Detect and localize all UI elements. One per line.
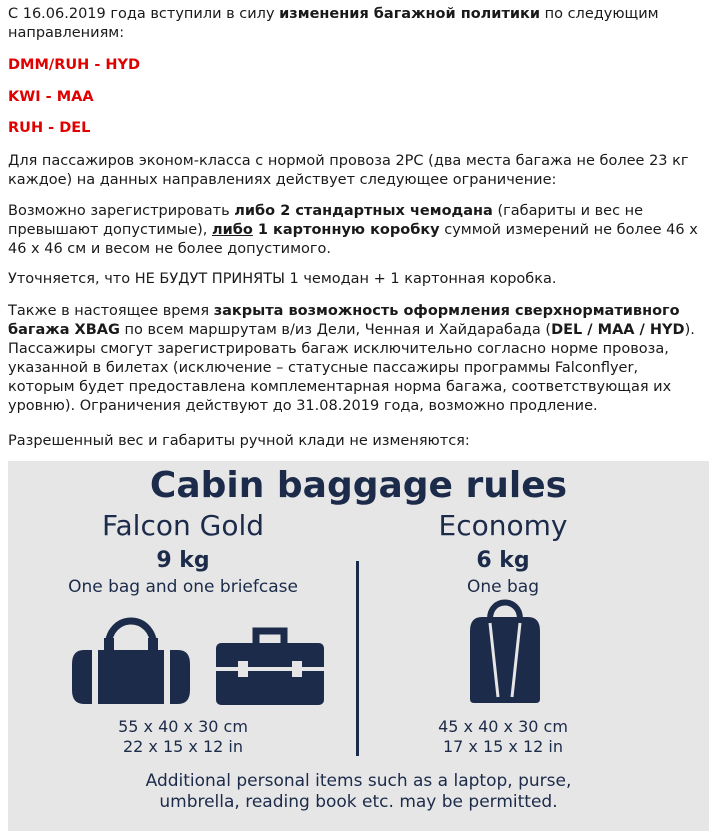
route-2: KWI - MAA: [8, 89, 94, 105]
xbag-paragraph: [8, 302, 708, 416]
xbag-text-2: по всем маршрутам в/из Дели, Ченная и Хайдарабада (: [119, 322, 552, 338]
hand-luggage-paragraph: Разрешенный вес и габариты ручной клади не изменяются:: [8, 433, 470, 449]
economy-name: Economy: [438, 509, 568, 542]
xbag-text-1: Также в настоящее время: [8, 303, 214, 319]
intro-bold: изменения багажной политики: [279, 6, 541, 22]
economy-weight: 6 kg: [476, 548, 530, 573]
route-1: DMM/RUH - HYD: [8, 57, 141, 73]
gold-name: Falcon Gold: [101, 509, 265, 542]
gold-dimensions-in: 22 x 15 x 12 in: [122, 737, 244, 756]
economy-desc: One bag: [466, 577, 540, 597]
xbag-text-3: ). Пассажиры смогут зарегистрировать багаж исключительно согласно норме провоза, указанной в билетах (исключение – статусные пассажиры программы Falconflyer, которым будет предоставлена комплементарная норма багажа, соответствующая их уровню). Ограничения действуют до 31.08.2019 года, возможно продление.: [8, 322, 695, 414]
economy-dimensions-in: 17 x 15 x 12 in: [442, 737, 564, 756]
allowed-text-2: (габариты и вес не превышают допустимые),: [8, 203, 644, 238]
route-3: RUH - DEL: [8, 120, 91, 136]
intro-text: С 16.06.2019 года вступили в силу: [8, 6, 280, 22]
backpack-icon: [468, 593, 542, 705]
banner-title: Cabin baggage rules: [149, 465, 568, 506]
intro-text-end: по следующим направлениям:: [8, 6, 659, 41]
allowed-paragraph: [8, 202, 708, 259]
clarify-paragraph: Уточняется, что НЕ БУДУТ ПРИНЯТЫ 1 чемодан + 1 картонная коробка.: [8, 271, 557, 287]
intro-paragraph: [8, 5, 708, 43]
briefcase-icon: [214, 623, 326, 707]
allowed-bold-2: 1 картонную коробку: [252, 222, 440, 238]
allowed-text-1: Возможно зарегистрировать: [8, 203, 235, 219]
banner-note-line-1: Additional personal items such as a laptop, purse,: [145, 771, 572, 791]
gold-weight: 9 kg: [156, 548, 210, 573]
allowed-bold-1: либо 2 стандартных чемодана: [234, 203, 493, 219]
duffel-bag-icon: [70, 606, 192, 706]
allowed-text-3: суммой измерений не более 46 х 46 х 46 см и весом не более допустимого.: [8, 222, 698, 257]
cabin-baggage-banner: [8, 461, 709, 831]
gold-dimensions-cm: 55 x 40 x 30 cm: [118, 717, 248, 736]
banner-note-line-2: umbrella, reading book etc. may be permitted.: [159, 792, 558, 812]
xbag-bold-2: DEL / MAA / HYD: [551, 322, 685, 338]
allowed-underline: либо: [212, 222, 253, 238]
xbag-bold-1: закрыта возможность оформления сверхнормативного багажа XBAG: [8, 303, 680, 338]
gold-desc: One bag and one briefcase: [68, 577, 298, 597]
economy-dimensions-cm: 45 x 40 x 30 cm: [438, 717, 568, 736]
economy-paragraph: Для пассажиров эконом-класса с нормой провоза 2PC (два места багажа не более 23 кг каждое) на данных направлениях действует следующее ограничение:: [8, 153, 689, 188]
